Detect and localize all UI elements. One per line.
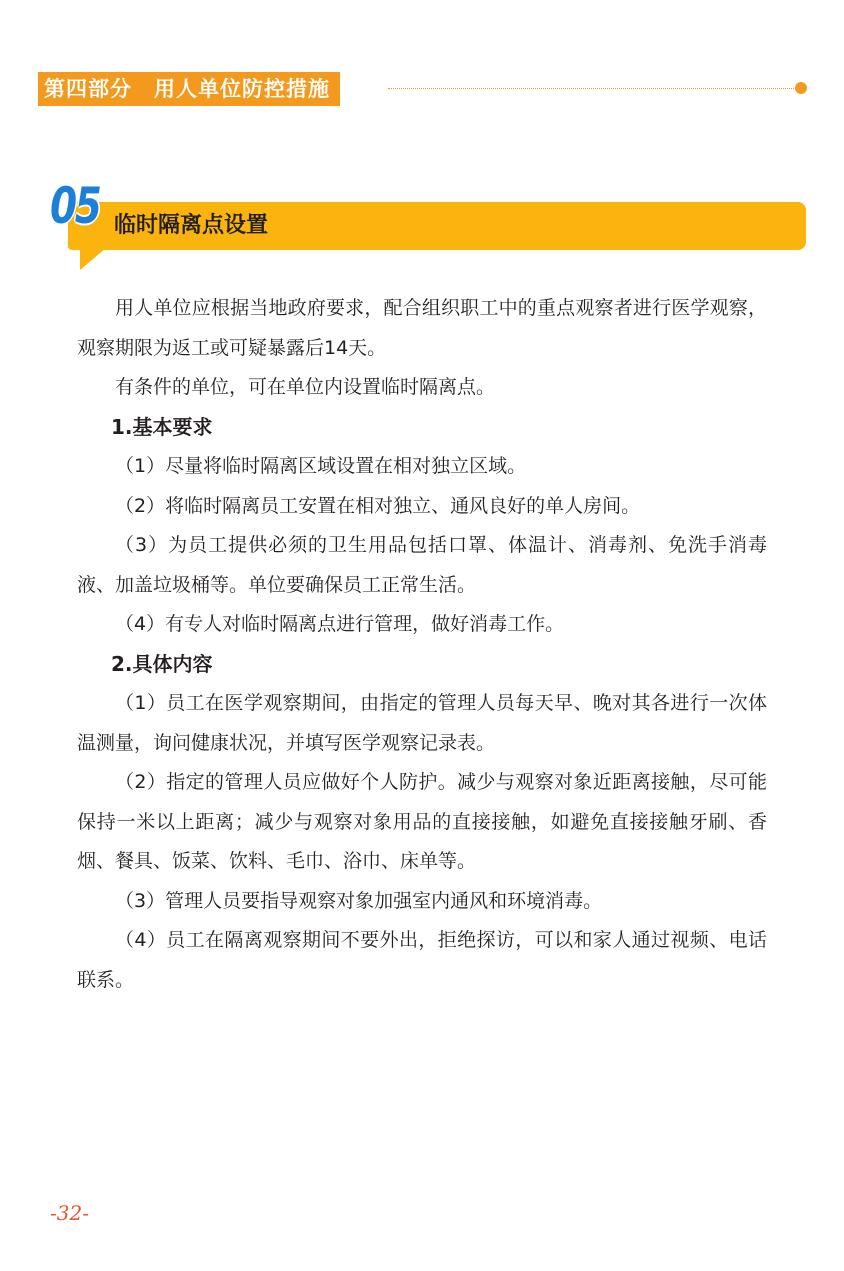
page-number: -32- — [50, 1201, 89, 1225]
list-item: （2）指定的管理人员应做好个人防护。减少与观察对象近距离接触，尽可能保持一米以上距离；减少与观察对象用品的直接接触，如避免直接接触牙刷、香烟、餐具、饭菜、饮料、毛巾、浴巾、床单等。 — [77, 771, 767, 872]
part-title: 第四部分 用人单位防控措施 — [38, 72, 340, 106]
list-item: （1）员工在医学观察期间，由指定的管理人员每天早、晚对其各进行一次体温测量，询问健康状况，并填写医学观察记录表。 — [77, 692, 767, 754]
list-item: （4）有专人对临时隔离点进行管理，做好消毒工作。 — [115, 613, 565, 635]
list-item: （3）管理人员要指导观察对象加强室内通风和环境消毒。 — [115, 889, 603, 912]
header-divider — [388, 88, 798, 89]
list-item: （3）为员工提供必须的卫生用品包括口罩、体温计、消毒剂、免洗手消毒液、加盖垃圾桶等。单位要确保员工正常生活。 — [77, 534, 767, 596]
section-banner-tail — [80, 248, 106, 270]
paragraph: 用人单位应根据当地政府要求，配合组织职工中的重点观察者进行医学观察，观察期限为返工或可疑暴露后14天。 — [77, 297, 767, 359]
subheading-specific-content: 2.具体内容 — [111, 651, 213, 676]
list-item: （1）尽量将临时隔离区域设置在相对独立区域。 — [115, 455, 527, 477]
section-number: 05 — [50, 177, 100, 235]
body-text — [77, 289, 767, 1000]
list-item: （4）员工在隔离观察期间不要外出，拒绝探访，可以和家人通过视频、电话联系。 — [77, 929, 767, 991]
header-dot — [795, 82, 807, 94]
paragraph: 有条件的单位，可在单位内设置临时隔离点。 — [115, 376, 496, 398]
subheading-basic-requirements: 1.基本要求 — [111, 414, 213, 439]
section-title: 临时隔离点设置 — [114, 213, 269, 238]
list-item: （2）将临时隔离员工安置在相对独立、通风良好的单人房间。 — [115, 494, 641, 517]
